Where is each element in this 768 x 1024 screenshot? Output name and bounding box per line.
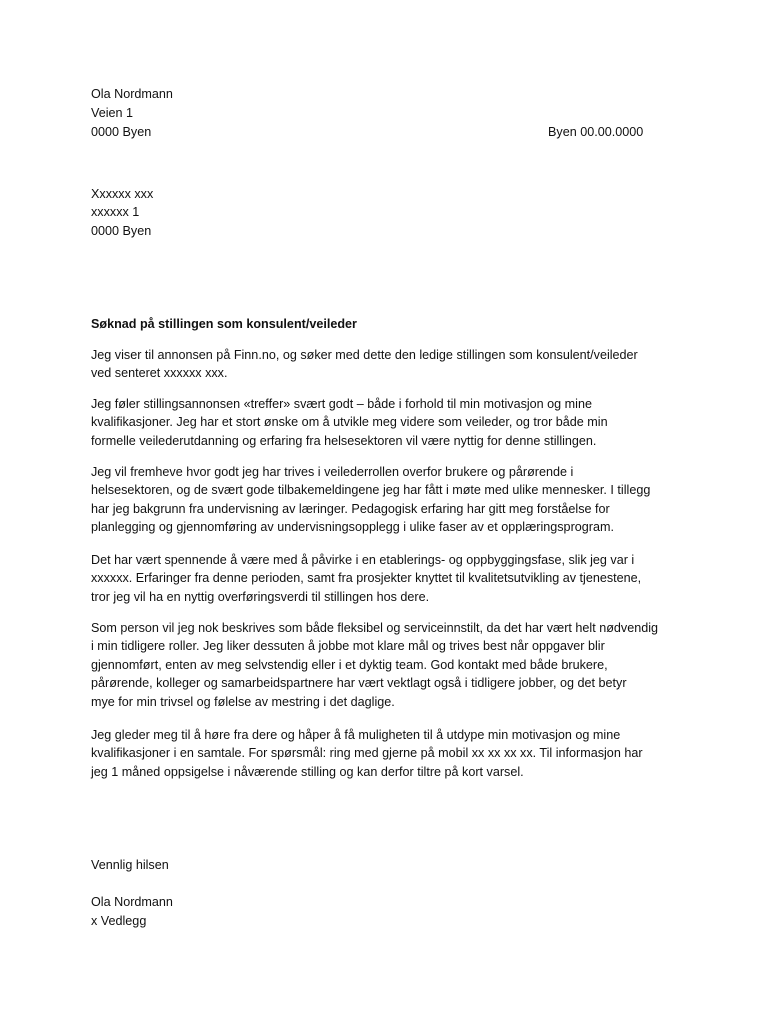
paragraph-line: Jeg føler stillingsannonsen «treffer» svært godt – både i forhold til min motivasjon og mine (91, 397, 592, 411)
sender-name: Ola Nordmann (91, 87, 173, 101)
body-paragraph (91, 395, 691, 450)
letter-subject: Søknad på stillingen som konsulent/veileder (91, 317, 357, 331)
paragraph-line: xxxxxx. Erfaringer fra denne perioden, samt fra prosjekter knyttet til kvalitetsutvikling av tjenestene, (91, 571, 642, 586)
attachment-note: x Vedlegg (91, 914, 147, 928)
paragraph-line: mye for min trivsel og følelse av mestring i det daglige. (91, 694, 395, 709)
sender-postal: 0000 Byen (91, 125, 152, 139)
paragraph-line: gjennomført, enten av meg selvstendig eller i et dyktig team. God kontakt med både brukere, (91, 657, 608, 672)
body-paragraph (91, 463, 691, 537)
recipient-name: Xxxxxx xxx (91, 187, 154, 201)
recipient-street: xxxxxx 1 (91, 205, 140, 219)
body-paragraph (91, 346, 691, 383)
paragraph-line: ved senteret xxxxxx xxx. (91, 366, 228, 381)
paragraph-line: Som person vil jeg nok beskrives som både fleksibel og serviceinnstilt, da det har vært helt nødvendig (91, 621, 659, 635)
sender-street: Veien 1 (91, 106, 134, 120)
paragraph-line: kvalifikasjoner i en samtale. For spørsmål: ring med gjerne på mobil xx xx xx xx. Til informasjon har (91, 746, 643, 761)
body-paragraph (91, 551, 691, 606)
body-paragraph (91, 726, 691, 781)
paragraph-line: kvalifikasjoner. Jeg har et stort ønske om å utvikle meg videre som veileder, og tror både min (91, 415, 608, 430)
paragraph-line: Jeg vil fremheve hvor godt jeg har trives i veilederrollen overfor brukere og pårørende i (91, 465, 574, 479)
paragraph-line: pårørende, kolleger og samarbeidspartnere har vært vektlagt også i tidligere jobber, og det betyr (91, 676, 627, 691)
paragraph-line: planlegging og gjennomføring av undervisningsopplegg i ulike faser av et opplæringsprogram. (91, 520, 614, 535)
paragraph-line: tror jeg vil ha en nyttig overføringsverdi til stillingen hos dere. (91, 589, 430, 604)
paragraph-line: Det har vært spennende å være med å påvirke i en etablerings- og oppbyggingsfase, slik jeg var i (91, 553, 635, 567)
paragraph-line: formelle veilederutdanning og erfaring fra helsesektoren vil være nyttig for denne stillingen. (91, 433, 597, 448)
paragraph-line: har jeg bakgrunn fra undervisning av læringer. Pedagogisk erfaring har gitt meg forståelse for (91, 501, 610, 516)
paragraph-line: helsesektoren, og de svært gode tilbakemeldingene jeg har fått i møte med ulike mennesker. I tillegg (91, 483, 651, 498)
closing: Vennlig hilsen (91, 858, 169, 872)
recipient-postal: 0000 Byen (91, 224, 152, 238)
signature-name: Ola Nordmann (91, 895, 173, 909)
paragraph-line: jeg 1 måned oppsigelse i nåværende stilling og kan derfor tiltre på kort varsel. (91, 764, 524, 779)
body-paragraph (91, 619, 691, 711)
paragraph-line: Jeg gleder meg til å høre fra dere og håper å få muligheten til å utdype min motivasjon og mine (91, 728, 621, 742)
paragraph-line: i min tidligere roller. Jeg liker dessuten å jobbe mot klare mål og trives best når oppgaver blir (91, 639, 605, 654)
place-date: Byen 00.00.0000 (548, 125, 644, 139)
paragraph-line: Jeg viser til annonsen på Finn.no, og søker med dette den ledige stillingen som konsulent/veileder (91, 348, 638, 362)
